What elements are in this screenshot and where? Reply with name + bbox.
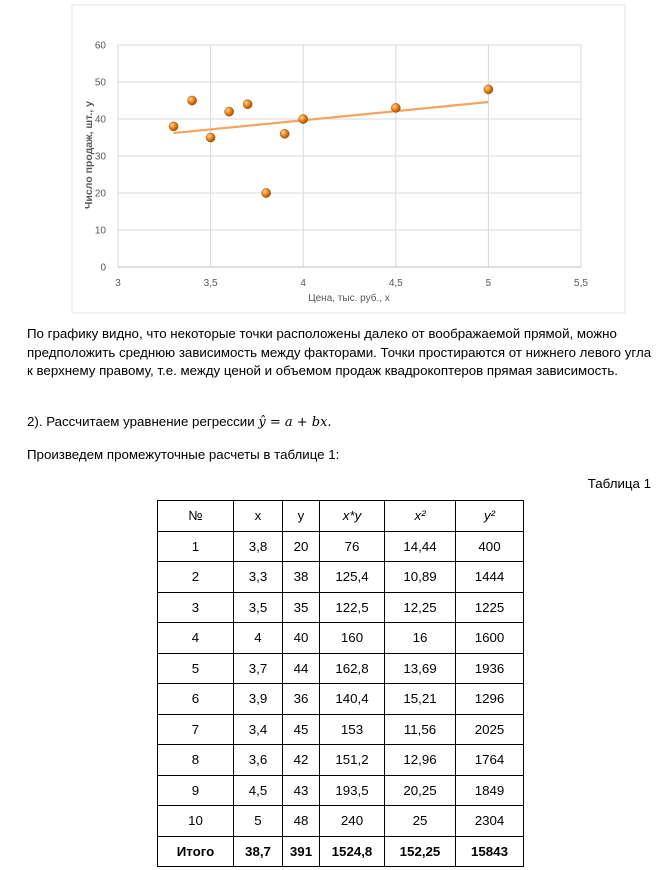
cell-x: 3,5: [234, 592, 283, 623]
y-tick-label: 40: [94, 114, 106, 126]
cell-y: 20: [283, 531, 320, 562]
table-row: [158, 653, 524, 684]
cell-xy: 193,5: [320, 775, 385, 806]
cell-number: 3: [158, 592, 234, 623]
cell-xy: 140,4: [320, 684, 385, 715]
cell-x: 3,7: [234, 653, 283, 684]
cell-x2: 14,44: [385, 531, 456, 562]
regression-text: 2). Рассчитаем уравнение регрессии: [27, 414, 259, 429]
cell-number: 2: [158, 562, 234, 593]
total-y2: 15843: [456, 836, 524, 867]
header-x: x: [234, 501, 283, 532]
cell-y2: 1444: [456, 562, 524, 593]
y-tick-label: 30: [94, 151, 106, 163]
cell-x2: 20,25: [385, 775, 456, 806]
cell-y2: 400: [456, 531, 524, 562]
cell-y: 36: [283, 684, 320, 715]
table-row: [158, 806, 524, 837]
header-number: №: [158, 501, 234, 532]
y-axis-title: Число продаж, шт., y: [83, 101, 95, 209]
x-tick-label: 5,5: [574, 278, 588, 289]
total-x2: 152,25: [385, 836, 456, 867]
cell-number: 10: [158, 806, 234, 837]
cell-number: 4: [158, 623, 234, 654]
cell-y: 42: [283, 745, 320, 776]
cell-x2: 10,89: [385, 562, 456, 593]
cell-y2: 2304: [456, 806, 524, 837]
analysis-paragraph: По графику видно, что некоторые точки расположены далеко от воображаемой прямой, можно предположить среднюю зависимость между факторами. Точки простираются от нижнего левого угла к верхнему правому, т.е. между ценой и объемом продаж квадрокоптеров прямая зависимость.: [27, 326, 652, 378]
table-header-row: [158, 501, 524, 532]
x-tick-label: 3,5: [203, 278, 218, 289]
cell-x2: 15,21: [385, 684, 456, 715]
x-tick-label: 3: [115, 278, 121, 289]
cell-x2: 12,96: [385, 745, 456, 776]
header-y: y: [283, 501, 320, 532]
table-row: [158, 592, 524, 623]
data-point: [299, 114, 308, 123]
data-point: [391, 103, 400, 112]
cell-xy: 162,8: [320, 653, 385, 684]
cell-y: 48: [283, 806, 320, 837]
table-row: [158, 745, 524, 776]
cell-y2: 2025: [456, 714, 524, 745]
data-point: [484, 85, 493, 94]
cell-x: 4: [234, 623, 283, 654]
cell-y: 40: [283, 623, 320, 654]
cell-xy: 153: [320, 714, 385, 745]
cell-y: 43: [283, 775, 320, 806]
table-row: [158, 531, 524, 562]
total-y: 391: [283, 836, 320, 867]
cell-x: 3,6: [234, 745, 283, 776]
table-row: [158, 562, 524, 593]
table-row: [158, 775, 524, 806]
cell-y: 35: [283, 592, 320, 623]
table-caption: Таблица 1: [587, 476, 651, 491]
cell-y2: 1600: [456, 623, 524, 654]
header-y2: y²: [456, 501, 524, 532]
cell-xy: 151,2: [320, 745, 385, 776]
cell-number: 8: [158, 745, 234, 776]
cell-xy: 76: [320, 531, 385, 562]
y-tick-label: 10: [94, 225, 106, 237]
cell-y2: 1936: [456, 653, 524, 684]
header-x2: x²: [385, 501, 456, 532]
regression-equation: ŷ = a + bx.: [258, 415, 332, 430]
calculation-table: [157, 500, 524, 867]
data-point: [243, 100, 252, 109]
cell-x2: 16: [385, 623, 456, 654]
cell-x2: 13,69: [385, 653, 456, 684]
cell-x: 3,3: [234, 562, 283, 593]
cell-x2: 11,56: [385, 714, 456, 745]
cell-number: 5: [158, 653, 234, 684]
cell-number: 6: [158, 684, 234, 715]
cell-y2: 1296: [456, 684, 524, 715]
cell-y2: 1849: [456, 775, 524, 806]
table-row: [158, 684, 524, 715]
x-tick-label: 4,5: [388, 278, 403, 289]
cell-y: 44: [283, 653, 320, 684]
y-tick-label: 20: [94, 188, 106, 200]
cell-xy: 122,5: [320, 592, 385, 623]
data-point: [187, 96, 196, 105]
cell-x: 4,5: [234, 775, 283, 806]
data-point: [169, 122, 178, 131]
x-axis-title: Цена, тыс. руб., x: [308, 293, 390, 304]
cell-number: 7: [158, 714, 234, 745]
cell-xy: 160: [320, 623, 385, 654]
data-point: [280, 129, 289, 138]
total-xy: 1524,8: [320, 836, 385, 867]
cell-xy: 240: [320, 806, 385, 837]
table-row: [158, 623, 524, 654]
data-point: [225, 107, 234, 116]
cell-x: 3,8: [234, 531, 283, 562]
table-row: [158, 714, 524, 745]
y-tick-label: 60: [94, 40, 106, 52]
cell-y: 45: [283, 714, 320, 745]
header-xy: x*y: [320, 501, 385, 532]
total-x: 38,7: [234, 836, 283, 867]
cell-x: 3,9: [234, 684, 283, 715]
data-point: [262, 188, 271, 197]
cell-y: 38: [283, 562, 320, 593]
total-label: Итого: [158, 836, 234, 867]
table-total-row: [158, 836, 524, 867]
y-tick-label: 0: [100, 262, 106, 274]
trend-line: [174, 102, 489, 133]
cell-xy: 125,4: [320, 562, 385, 593]
regression-paragraph: [27, 413, 652, 433]
cell-number: 9: [158, 775, 234, 806]
data-point: [206, 133, 215, 142]
cell-x: 3,4: [234, 714, 283, 745]
calc-intro-paragraph: Произведем промежуточные расчеты в таблице 1:: [27, 447, 340, 462]
cell-x2: 12,25: [385, 592, 456, 623]
cell-y2: 1764: [456, 745, 524, 776]
cell-x2: 25: [385, 806, 456, 837]
x-tick-label: 4: [300, 278, 306, 289]
scatter-chart: [0, 0, 662, 318]
cell-number: 1: [158, 531, 234, 562]
x-tick-label: 5: [485, 278, 492, 289]
cell-x: 5: [234, 806, 283, 837]
y-tick-label: 50: [94, 77, 106, 89]
cell-y2: 1225: [456, 592, 524, 623]
